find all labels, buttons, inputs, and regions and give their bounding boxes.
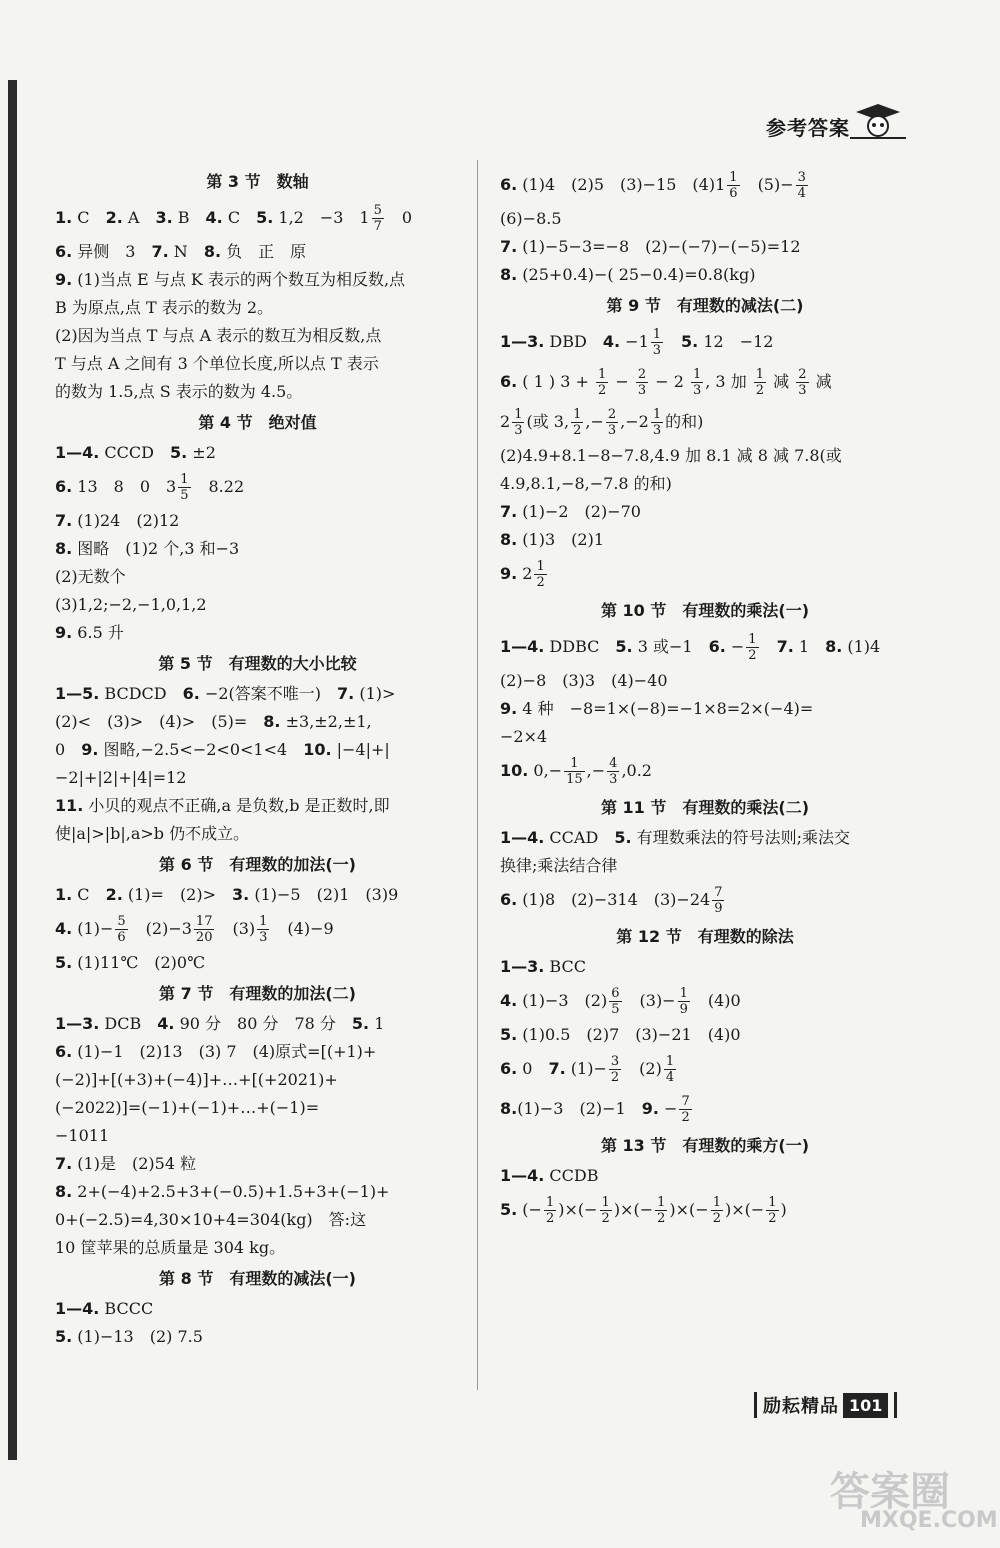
answer-line: 的数为 1.5,点 S 表示的数为 4.5。 <box>55 382 303 401</box>
answer-line: −2×4 <box>500 727 548 746</box>
fraction: $\frac{1}{3}$ <box>692 367 702 398</box>
answer-line: 8.(1)−3 (2)−1 9. − $\frac{7}{2}$ <box>500 1094 690 1125</box>
column-divider <box>477 160 478 1390</box>
fraction: $\frac{6}{5}$ <box>611 986 620 1017</box>
answer-line: 6. (1)4 (2)5 (3)−15 (4)1 $\frac{1}{6}$ (5)− $\frac{3}{4}$ <box>500 170 806 201</box>
section-heading: 第 3 节 数轴 <box>206 172 309 191</box>
answer-line: 1—4. CCDB <box>500 1166 599 1185</box>
answer-line: −2|+|2|+|4|=12 <box>55 768 187 787</box>
section-heading: 第 11 节 有理数的乘法(二) <box>600 798 810 817</box>
answer-line: 8. (25+0.4)−( 25−0.4)=0.8(kg) <box>500 265 756 284</box>
fraction: $\frac{7}{9}$ <box>714 885 723 916</box>
section-heading: 第 13 节 有理数的乘方(一) <box>600 1136 810 1155</box>
answer-line: (2)< (3)> (4)> (5)= 8. ±3,±2,±1, <box>55 712 372 731</box>
footer-brand-name: 励耘精品 <box>763 1396 839 1417</box>
page-number: 101 <box>843 1393 888 1418</box>
answer-line: 6. 0 7. (1)− $\frac{3}{2}$ (2) $\frac{1}{4}$ <box>500 1054 675 1085</box>
answer-line: 7. (1)24 (2)12 <box>55 511 180 530</box>
answer-line: (2)4.9+8.1−8−7.8,4.9 加 8.1 减 8 减 7.8(或 <box>500 446 842 465</box>
answer-line: 0+(−2.5)=4,30×10+4=304(kg) 答:这 <box>55 1210 367 1229</box>
fraction: $\frac{1}{2}$ <box>768 1195 777 1226</box>
section-heading: 第 8 节 有理数的减法(一) <box>159 1269 356 1288</box>
answer-line: 6. (1)8 (2)−314 (3)−24 $\frac{7}{9}$ <box>500 885 723 916</box>
answer-line: 5. (1)−13 (2) 7.5 <box>55 1327 203 1346</box>
answer-line: 9. 6.5 升 <box>55 623 124 642</box>
answer-line: 6. ( 1 ) 3 + $\frac{1}{2}$ − $\frac{2}{3}$ − 2 $\frac{1}{3}$ , 3 加 $\frac{1}{2}$ 减 $\frac{2}{3}$ 减 <box>500 367 832 398</box>
fraction: $\frac{17}{20}$ <box>195 914 213 945</box>
answer-line: 6. 异侧 3 7. N 8. 负 正 原 <box>55 242 307 261</box>
fraction: $\frac{1}{6}$ <box>729 170 738 201</box>
fraction: $\frac{3}{4}$ <box>797 170 806 201</box>
fraction: $\frac{3}{2}$ <box>610 1054 620 1085</box>
answer-line: 换律;乘法结合律 <box>500 856 618 875</box>
answer-line: 使|a|>|b|,a>b 仍不成立。 <box>55 824 250 843</box>
page-header-title: 参考答案 <box>766 116 850 140</box>
answer-line: 1. C 2. A 3. B 4. C 5. 1,2 −3 1 $\frac{5}{7}$ 0 <box>55 203 413 234</box>
fraction: $\frac{2}{3}$ <box>798 367 807 398</box>
answer-line: 5. (1)0.5 (2)7 (3)−21 (4)0 <box>500 1025 741 1044</box>
answer-line: 9. (1)当点 E 与点 K 表示的两个数互为相反数,点 <box>55 270 406 289</box>
answer-line: 1—3. DCB 4. 90 分 80 分 78 分 5. 1 <box>55 1014 385 1033</box>
fraction: $\frac{5}{6}$ <box>117 914 126 945</box>
fraction: $\frac{1}{3}$ <box>652 327 662 358</box>
answer-line: 1—4. BCCC <box>55 1299 154 1318</box>
fraction: $\frac{1}{3}$ <box>514 407 523 438</box>
fraction: $\frac{1}{2}$ <box>597 367 607 398</box>
fraction: $\frac{1}{3}$ <box>652 407 662 438</box>
fraction: $\frac{1}{2}$ <box>657 1195 666 1226</box>
answer-line: 1—3. BCC <box>500 957 586 976</box>
fraction: $\frac{2}{3}$ <box>637 367 647 398</box>
fraction: $\frac{1}{2}$ <box>601 1195 610 1226</box>
answer-line: (2)无数个 <box>55 567 126 586</box>
answer-line: 7. (1)−5−3=−8 (2)−(−7)−(−5)=12 <box>500 237 801 256</box>
answer-line: (−2022)]=(−1)+(−1)+…+(−1)= <box>55 1098 320 1117</box>
fraction: $\frac{1}{2}$ <box>755 367 765 398</box>
answer-line: 2 $\frac{1}{3}$ (或 3, $\frac{1}{2}$ ,− $\frac{2}{3}$ ,−2 $\frac{1}{3}$ 的和) <box>500 407 704 438</box>
section-heading: 第 4 节 绝对值 <box>198 413 317 432</box>
answer-line: 4.9,8.1,−8,−7.8 的和) <box>500 474 672 493</box>
fraction: $\frac{1}{15}$ <box>566 756 583 787</box>
answer-line: 11. 小贝的观点不正确,a 是负数,b 是正数时,即 <box>55 796 390 815</box>
watermark-logo: 答案圈 <box>830 1469 950 1515</box>
answer-line: 1—4. CCCD 5. ±2 <box>55 443 216 462</box>
fraction: $\frac{1}{5}$ <box>180 472 189 503</box>
section-heading: 第 5 节 有理数的大小比较 <box>158 654 357 673</box>
answer-column-left <box>55 165 460 1351</box>
answer-line: 5. (− $\frac{1}{2}$ )×(− $\frac{1}{2}$ )×(− $\frac{1}{2}$ )×(− $\frac{1}{2}$ )×(− $\frac{1}{2}$ ) <box>500 1195 787 1226</box>
fraction: $\frac{1}{2}$ <box>536 559 545 590</box>
fraction: $\frac{4}{3}$ <box>609 756 618 787</box>
section-heading: 第 12 节 有理数的除法 <box>616 927 794 946</box>
answer-line: 4. (1)−3 (2) $\frac{6}{5}$ (3)− $\frac{1}{9}$ (4)0 <box>500 986 741 1017</box>
answer-line: −1011 <box>55 1126 110 1145</box>
fraction: $\frac{1}{4}$ <box>665 1054 675 1085</box>
section-heading: 第 10 节 有理数的乘法(一) <box>600 601 810 620</box>
answer-line: 8. (1)3 (2)1 <box>500 530 604 549</box>
answer-line: 5. (1)11℃ (2)0℃ <box>55 953 205 972</box>
answer-line: 9. 2 $\frac{1}{2}$ <box>500 559 545 590</box>
answer-line: (−2)]+[(+3)+(−4)]+…+[(+2021)+ <box>55 1070 338 1089</box>
answer-line: 6. (1)−1 (2)13 (3) 7 (4)原式=[(+1)+ <box>55 1042 377 1061</box>
section-heading: 第 6 节 有理数的加法(一) <box>159 855 356 874</box>
answer-line: 8. 图略 (1)2 个,3 和−3 <box>55 539 240 558</box>
fraction: $\frac{2}{3}$ <box>607 407 617 438</box>
footer-bar-left <box>754 1392 757 1418</box>
footer-bar-right <box>894 1392 897 1418</box>
answer-line: 1. C 2. (1)= (2)> 3. (1)−5 (2)1 (3)9 <box>55 885 399 904</box>
answer-line: (2)因为当点 T 与点 A 表示的数互为相反数,点 <box>55 326 382 345</box>
section-heading: 第 7 节 有理数的加法(二) <box>159 984 356 1003</box>
answer-column-right <box>500 165 910 1230</box>
fraction: $\frac{1}{2}$ <box>748 632 757 663</box>
watermark-url: MXQE.COM <box>860 1508 998 1533</box>
section-heading: 第 9 节 有理数的减法(二) <box>606 296 804 315</box>
fraction: $\frac{1}{9}$ <box>679 986 688 1017</box>
fraction: $\frac{1}{2}$ <box>712 1195 721 1226</box>
answer-line: 8. 2+(−4)+2.5+3+(−0.5)+1.5+3+(−1)+ <box>55 1182 390 1201</box>
answer-line: (2)−8 (3)3 (4)−40 <box>500 671 668 690</box>
fraction: $\frac{7}{2}$ <box>681 1094 690 1125</box>
student-mascot-icon <box>848 102 908 142</box>
fraction: $\frac{5}{7}$ <box>373 203 382 234</box>
answer-line: 7. (1)是 (2)54 粒 <box>55 1154 197 1173</box>
answer-line: 10. 0,− $\frac{1}{15}$ ,− $\frac{4}{3}$ ,0.2 <box>500 756 652 787</box>
answer-line: 1—4. DDBC 5. 3 或−1 6. − $\frac{1}{2}$ 7. 1 8. (1)4 <box>500 632 881 663</box>
answer-line: 7. (1)−2 (2)−70 <box>500 502 641 521</box>
answer-line: 9. 4 种 −8=1×(−8)=−1×8=2×(−4)= <box>500 699 814 718</box>
answer-line: 10 筐苹果的总质量是 304 kg。 <box>55 1238 286 1257</box>
answer-line: 0 9. 图略,−2.5<−2<0<1<4 10. |−4|+| <box>55 740 390 759</box>
answer-line: T 与点 A 之间有 3 个单位长度,所以点 T 表示 <box>55 354 379 373</box>
answer-line: 6. 13 8 0 3 $\frac{1}{5}$ 8.22 <box>55 472 245 503</box>
footer-brand <box>748 1390 903 1420</box>
fraction: $\frac{1}{2}$ <box>573 407 582 438</box>
answer-line: (3)1,2;−2,−1,0,1,2 <box>55 595 207 614</box>
answer-line: 4. (1)− $\frac{5}{6}$ (2)−3 $\frac{17}{20}$ (3) $\frac{1}{3}$ (4)−9 <box>55 914 334 945</box>
page-spine-shadow <box>8 80 17 1460</box>
answer-line: (6)−8.5 <box>500 209 562 228</box>
answer-line: 1—4. CCAD 5. 有理数乘法的符号法则;乘法交 <box>500 828 851 847</box>
answer-line: 1—3. DBD 4. −1 $\frac{1}{3}$ 5. 12 −12 <box>500 327 774 358</box>
fraction: $\frac{1}{3}$ <box>259 914 268 945</box>
fraction: $\frac{1}{2}$ <box>545 1195 555 1226</box>
answer-line: B 为原点,点 T 表示的数为 2。 <box>55 298 274 317</box>
answer-line: 1—5. BCDCD 6. −2(答案不唯一) 7. (1)> <box>55 684 396 703</box>
